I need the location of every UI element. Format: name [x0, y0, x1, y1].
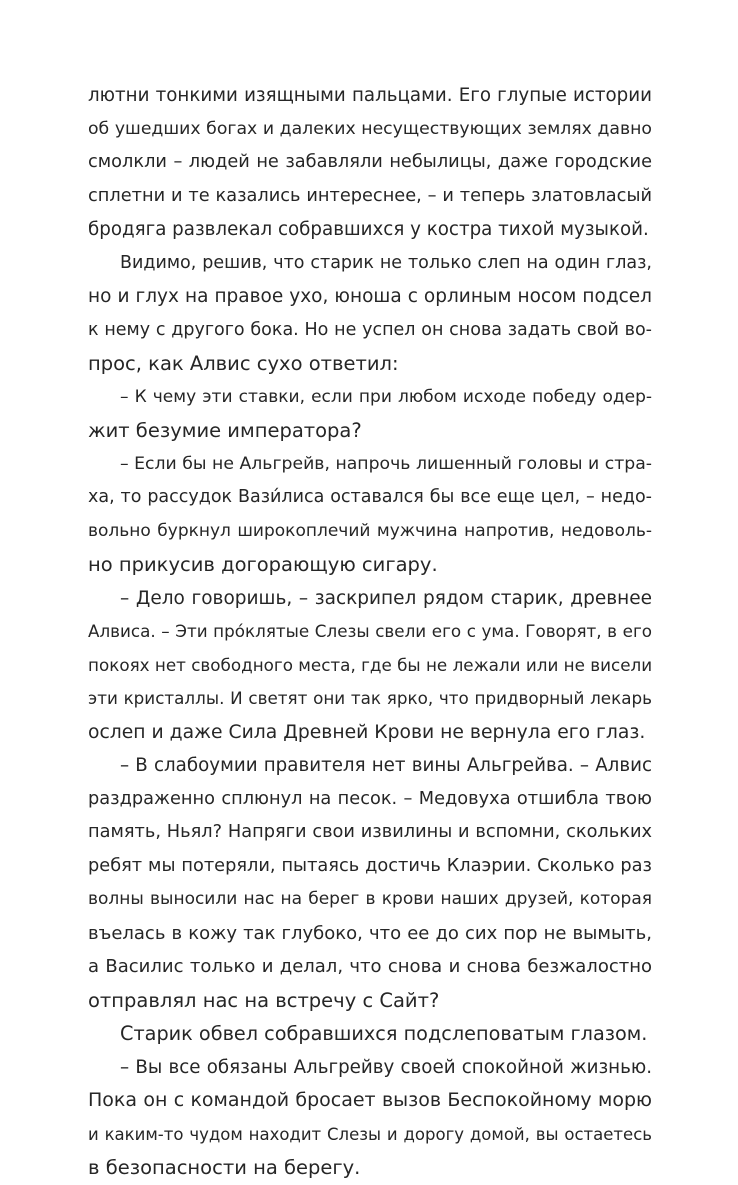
paragraph — [88, 582, 652, 750]
text-line: жит безумие императора? — [88, 419, 362, 442]
paragraph — [88, 79, 652, 247]
paragraph — [88, 1017, 652, 1051]
text-line: – Вы все обязаны Альгрейву своей спокойной жизнью. — [120, 1056, 652, 1078]
text-line: вольно буркнул широкоплечий мужчина напротив, недоволь- — [88, 520, 652, 541]
text-line: въелась в кожу так глубоко, что ее до сих пор не вымыть, — [88, 922, 652, 944]
text-line: смолкли – людей не забавляли небылицы, даже городские — [88, 152, 652, 172]
text-line: ха, то рассудок Вази́лиса оставался бы все еще цел, – недо- — [88, 487, 652, 507]
text-line: раздраженно сплюнул на песок. – Медовуха отшибла твою — [88, 788, 652, 809]
text-line: покоях нет свободного места, где бы не лежали или не висели — [88, 654, 652, 675]
text-line: и каким-то чудом находит Слезы и дорогу домой, вы остаетесь — [88, 1124, 652, 1144]
text-line: Алвиса. – Эти про́клятые Слезы свели его с ума. Говорят, в его — [88, 621, 652, 641]
text-line: – В слабоумии правителя нет вины Альгрейва. – Алвис — [120, 755, 652, 776]
text-line: Видимо, решив, что старик не только слеп на один глаз, — [120, 252, 652, 273]
paragraph — [88, 1051, 652, 1185]
paragraph — [88, 247, 652, 381]
paragraph — [88, 381, 652, 448]
text-line: сплетни и те казались интереснее, – и теперь златовласый — [88, 185, 652, 206]
text-line: к нему с другого бока. Но не успел он снова задать свой во- — [88, 319, 652, 340]
text-line: а Василис только и делал, что снова и снова безжалостно — [88, 956, 652, 977]
text-line: – Если бы не Альгрейв, напрочь лишенный головы и стра- — [120, 453, 652, 474]
text-line: отправлял нас на встречу с Сайт? — [88, 988, 440, 1012]
text-line: Старик обвел собравшихся подслеповатым глазом. — [120, 1022, 648, 1045]
paragraph — [88, 749, 652, 1017]
book-page — [88, 79, 652, 1185]
text-line: память, Ньял? Напряги свои извилины и вспомни, скольких — [88, 822, 652, 842]
text-line: – К чему эти ставки, если при любом исходе победу одер- — [120, 386, 652, 407]
text-line: ребят мы потеряли, пытаясь достичь Клаэрии. Сколько раз — [88, 855, 652, 876]
text-line: ослеп и даже Сила Древней Крови не вернула его глаз. — [88, 721, 646, 743]
text-line: Пока он с командой бросает вызов Беспокойному морю — [88, 1089, 652, 1111]
text-line: – Дело говоришь, – заскрипел рядом старик, древнее — [120, 587, 652, 609]
text-line: но и глух на правое ухо, юноша с орлиным носом подсел — [88, 286, 652, 307]
text-line: волны выносили нас на берег в крови наших друзей, которая — [88, 889, 652, 909]
text-line: эти кристаллы. И светят они так ярко, что придворный лекарь — [88, 688, 652, 708]
text-line: прос, как Алвис сухо ответил: — [88, 352, 399, 375]
text-line: бродяга развлекал собравшихся у костра тихой музыкой. — [88, 219, 649, 240]
text-line: об ушедших богах и далеких несуществующих землях давно — [88, 118, 652, 139]
text-line: лютни тонкими изящными пальцами. Его глупые истории — [88, 85, 652, 106]
text-line: в безопасности на берегу. — [88, 1156, 361, 1179]
text-line: но прикусив догорающую сигару. — [88, 553, 438, 576]
paragraph — [88, 448, 652, 582]
